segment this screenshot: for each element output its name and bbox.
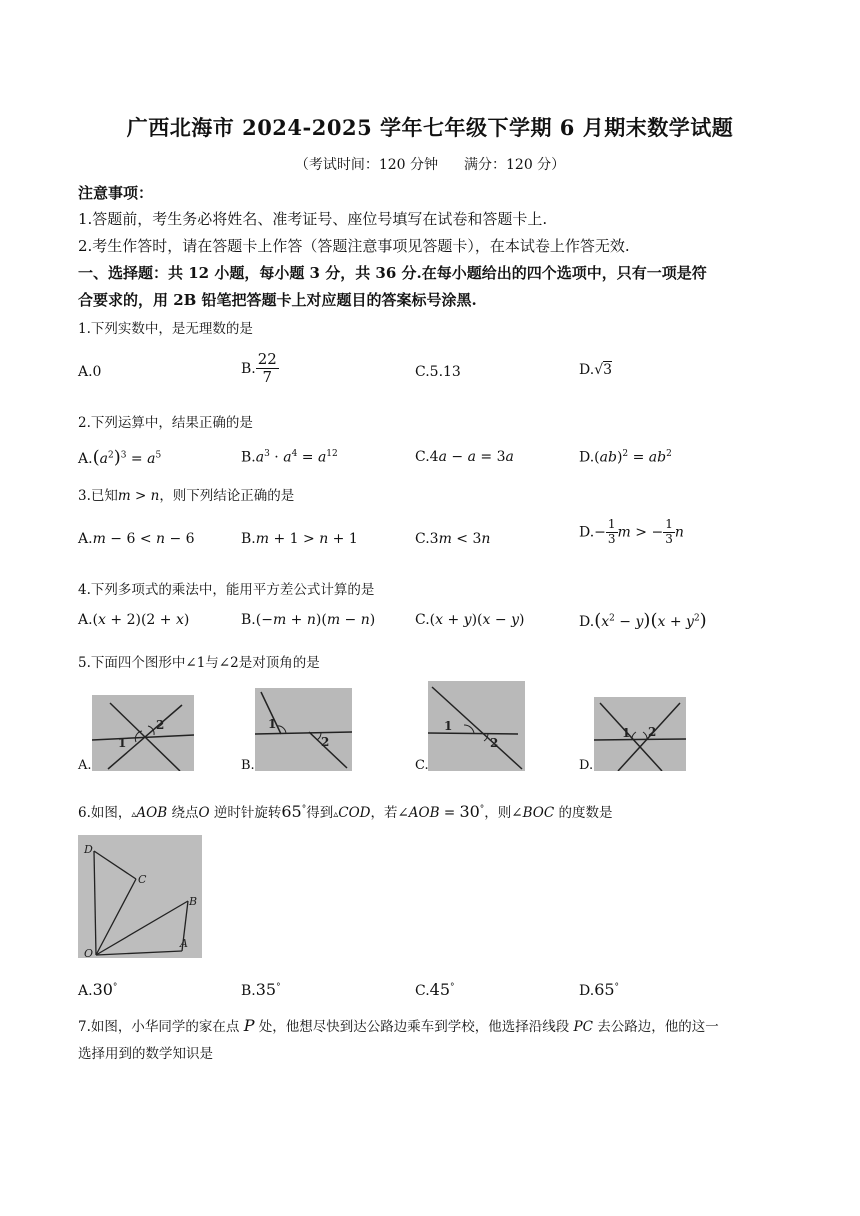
svg-text:1: 1 [622,726,631,740]
svg-text:2: 2 [156,718,165,732]
q5-stem: 5.下面四个图形中∠1与∠2是对顶角的是 [78,655,320,671]
q4-stem: 4.下列多项式的乘法中，能用平方差公式计算的是 [78,582,375,598]
q3-stem: 3.已知m > n，则下列结论正确的是 [78,488,295,504]
q1-option-c: C.5.13 [415,364,461,380]
svg-text:1: 1 [118,736,127,750]
q6-stem: 6.如图，▵AOB 绕点O 逆时针旋转65°得到▵COD，若∠AOB = 30°，则∠BOC 的度数是 [78,802,613,821]
section-1-instructions-line-1: 一、选择题：共 12 小题，每小题 3 分，共 36 分.在每小题给出的四个选项中，只有一项是符 [78,264,707,282]
q6-option-c: C.45° [415,980,455,999]
q5-figure-d [594,697,686,771]
q5-option-b: B. [241,758,255,773]
q2-option-a: $A.(a^2)^3 = a^5$ [78,447,162,468]
q1-option-d: D.√3 [579,362,613,378]
q4-option-d: $D.(x^2 - y)(x + y^2)$ [579,610,707,631]
q4-option-b: B.(−m + n)(m − n) [241,612,376,628]
q7-stem-line-1: 7.如图，小华同学的家在点 P 处，他想尽快到达公路边乘车到学校，他选择沿线段 PC 去公路边，他的这一 [78,1016,719,1035]
q3-option-d: D.− $\frac{1}{3}$ m > − $\frac{1}{3}$ n [579,517,684,546]
q3-option-a: A.m − 6 < n − 6 [78,531,195,547]
notice-item-1: 1.答题前，考生务必将姓名、准考证号、座位号填写在试卷和答题卡上. [78,210,548,228]
notice-item-2: 2.考生作答时，请在答题卡上作答（答题注意事项见答题卡），在本试卷上作答无效. [78,237,630,255]
exam-time: （考试时间：120 分钟 [294,157,438,173]
svg-text:2: 2 [648,725,657,739]
exam-score: 满分：120 分） [464,157,566,173]
q6-label-c: C [138,873,147,886]
q2-option-c: C.4a − a = 3a [415,449,514,465]
q6-label-d: D [84,843,93,856]
q1-stem: 1.下列实数中，是无理数的是 [78,321,253,337]
q1-option-b: B. $\frac{22}{7}$ [241,350,277,387]
q1-option-a: A.0 [78,364,102,380]
q5-figure-b [255,688,352,771]
q6-label-b: B [189,895,198,908]
q1-b-fraction: $\frac{22}{7}$ [257,350,277,387]
q6-figure [78,835,202,958]
q5-figure-c [428,681,525,771]
q6-option-b: B.35° [241,980,281,999]
q2-stem: 2.下列运算中，结果正确的是 [78,415,253,431]
notice-heading: 注意事项： [78,184,154,202]
q5-option-a: A. [78,758,92,773]
q6-label-a: A [180,937,188,950]
q6-label-o: O [84,947,94,958]
svg-text:2: 2 [490,736,499,750]
q5-option-c: C. [415,758,429,773]
q5-option-d: D. [579,758,594,773]
section-1-instructions-line-2: 合要求的，用 2B 铅笔把答题卡上对应题目的答案标号涂黑. [78,291,477,309]
exam-info [0,154,860,174]
svg-text:1: 1 [444,719,453,733]
q2-option-d: $D.(ab)^2 = ab^2$ [579,449,672,466]
svg-text:1: 1 [268,717,277,731]
svg-text:2: 2 [321,735,330,749]
q7-stem-line-2: 选择用到的数学知识是 [78,1046,213,1062]
q3-option-c: C.3m < 3n [415,531,491,547]
q5-figure-a [92,695,194,771]
page-title: 广西北海市 2024-2025 学年七年级下学期 6 月期末数学试题 [126,115,734,140]
q4-option-a: A.(x + 2)(2 + x) [78,612,190,628]
q2-option-b: $B.a^3 \cdot a^4 = a^{12}$ [241,449,338,466]
sqrt-symbol: √ [594,362,604,378]
q4-option-c: C.(x + y)(x − y) [415,612,525,628]
q6-option-a: A.30° [78,980,118,999]
q3-option-b: B.m + 1 > n + 1 [241,531,358,547]
q6-option-d: D.65° [579,980,620,999]
